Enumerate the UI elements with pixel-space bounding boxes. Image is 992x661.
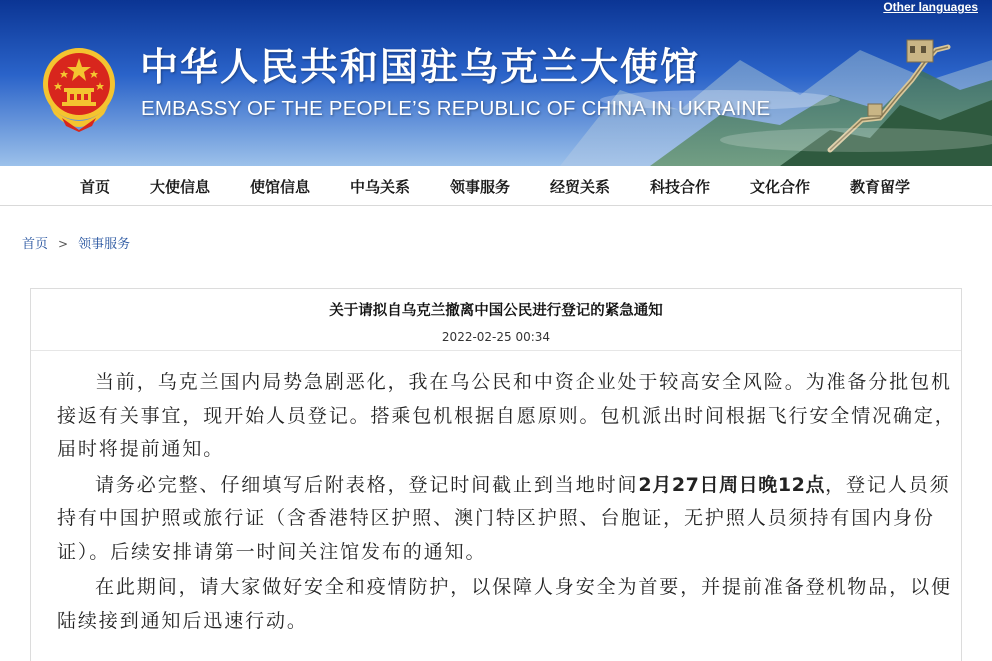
- article-paragraph: 当前，乌克兰国内局势急剧恶化，我在乌公民和中资企业处于较高安全风险。为准备分批包机接返有关事宜，现开始人员登记。搭乘包机根据自愿原则。包机派出时间根据飞行安全情况确定，届时将提前通知。: [57, 371, 956, 460]
- nav-item-ambassador[interactable]: 大使信息: [150, 178, 211, 196]
- article-paragraph: 在此期间，请大家做好安全和疫情防护，以保障人身安全为首要，并提前准备登机物品，以便陆续接到通知后迅速行动。: [57, 576, 952, 632]
- article-body: [57, 366, 957, 640]
- nav-item-science[interactable]: 科技合作: [650, 178, 711, 196]
- nav-item-consular[interactable]: 领事服务: [450, 178, 511, 196]
- site-title-chinese: 中华人民共和国驻乌克兰大使馆: [140, 45, 701, 89]
- breadcrumb: [22, 234, 130, 254]
- nav-item-home[interactable]: 首页: [80, 178, 111, 196]
- other-languages-link[interactable]: Other languages: [883, 0, 978, 14]
- nav-item-education[interactable]: 教育留学: [850, 178, 911, 196]
- main-nav: [0, 166, 992, 206]
- breadcrumb-home-link[interactable]: 首页: [22, 237, 49, 252]
- nav-item-embassy-info[interactable]: 使馆信息: [250, 178, 311, 196]
- article-date: 2022-02-25 00:34: [441, 330, 551, 344]
- article-paragraph: 请务必完整、仔细填写后附表格，登记时间截止到当地时间2月27日周日晚12点，登记人员须持有中国护照或旅行证（含香港特区护照、澳门特区护照、台胞证，无护照人员须持有国内身份证）。后续安排请第一时间关注馆发布的通知。: [57, 473, 951, 563]
- header-banner: [0, 0, 992, 166]
- nav-item-economy[interactable]: 经贸关系: [550, 178, 611, 196]
- nav-item-relations[interactable]: 中乌关系: [350, 178, 411, 196]
- deadline-highlight: 2月27日周日晚12点: [638, 473, 826, 496]
- article-divider: [31, 350, 961, 351]
- article-title: 关于请拟自乌克兰撤离中国公民进行登记的紧急通知: [329, 303, 663, 319]
- breadcrumb-current-link[interactable]: 领事服务: [78, 237, 131, 252]
- national-emblem-icon: [40, 44, 118, 134]
- breadcrumb-separator: >: [58, 237, 69, 251]
- nav-item-culture[interactable]: 文化合作: [750, 178, 811, 196]
- site-title-english: EMBASSY OF THE PEOPLE’S REPUBLIC OF CHINA IN UKRAINE: [141, 97, 771, 120]
